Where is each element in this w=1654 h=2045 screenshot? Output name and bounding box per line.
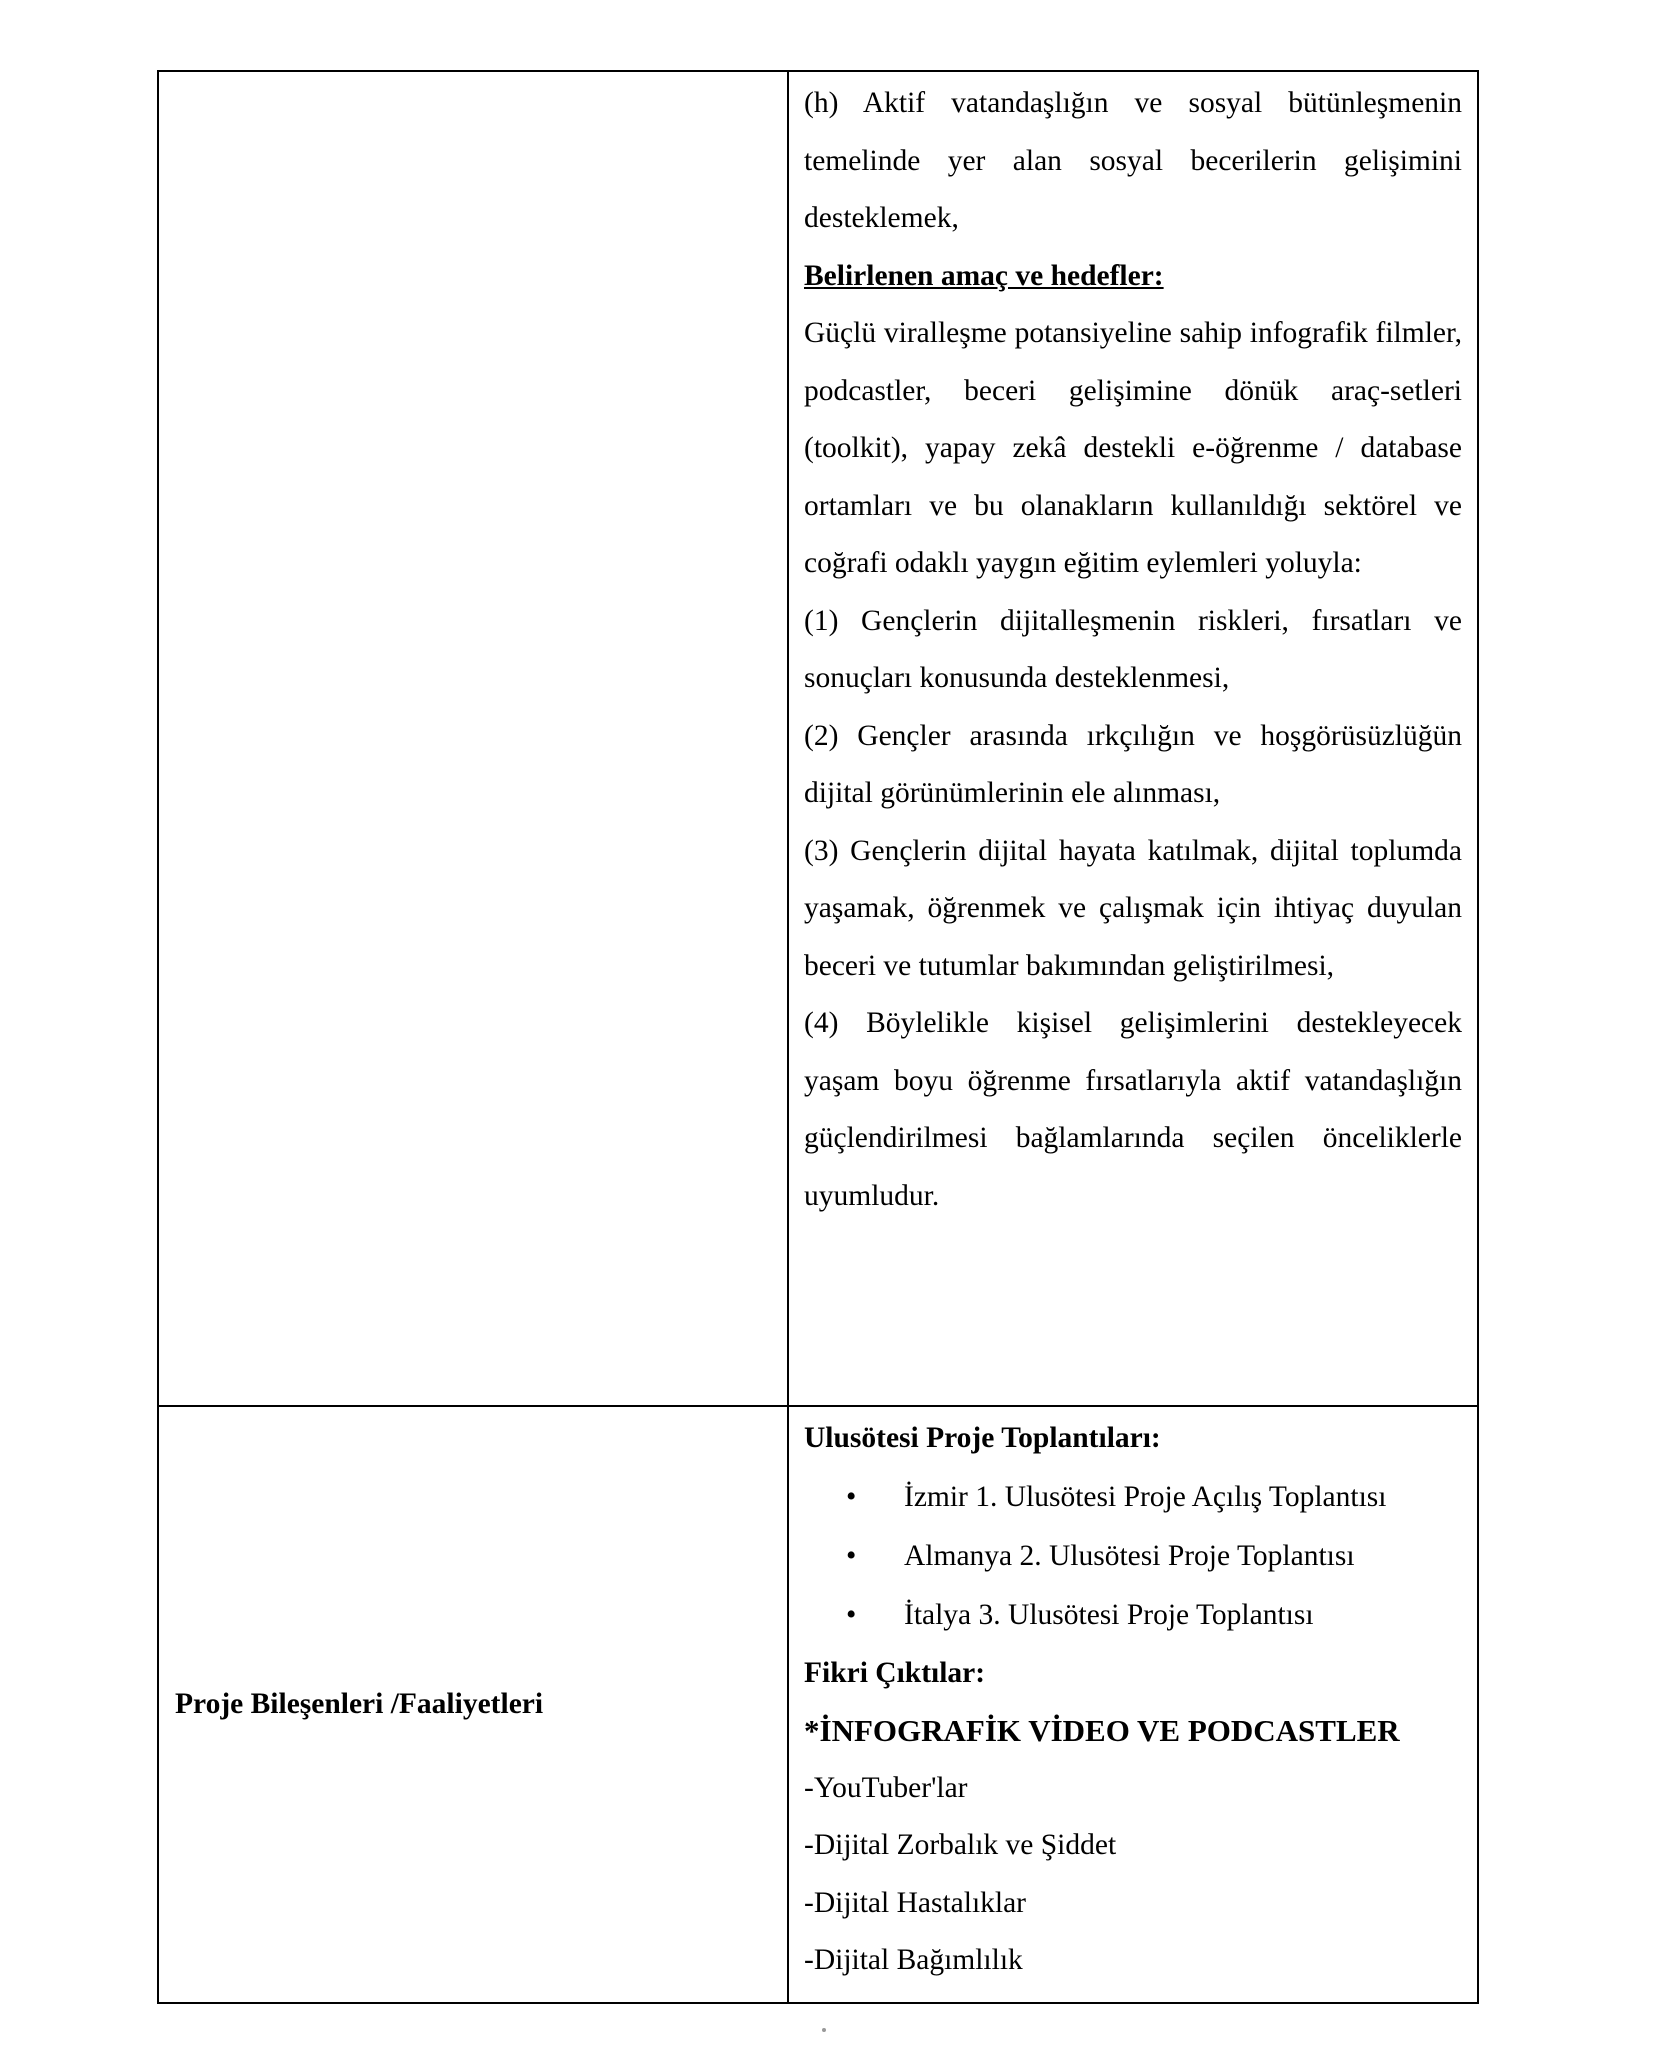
objectives-intro: Güçlü viralleşme potansiyeline sahip infografik filmler, podcastler, beceri gelişimine dönük araç-setleri (toolkit), yapay zekâ destekli e-öğrenme / database ortamları ve bu olanakların kullanıldığı sektörel ve coğrafi odaklı yaygın eğitim eylemleri yoluyla:: [804, 317, 1462, 579]
meetings-heading: Ulusötesi Proje Toplantıları:: [804, 1422, 1161, 1454]
list-item: [804, 1527, 1462, 1586]
output-item: -Dijital Hastalıklar: [804, 1886, 1026, 1919]
table-row: [158, 71, 1478, 1406]
bullet-icon: •: [846, 1480, 857, 1513]
objective-item-4: (4) Böylelikle kişisel gelişimlerini destekleyecek yaşam boyu öğrenme fırsatlarıyla aktif vatandaşlığın güçlendirilmesi bağlamlarında seçilen önceliklerle uyumludur.: [804, 1007, 1462, 1212]
objective-item-2: (2) Gençler arasında ırkçılığın ve hoşgörüsüzlüğün dijital görünümlerinin ele alınması,: [804, 719, 1462, 809]
meeting-item: İtalya 3. Ulusötesi Proje Toplantısı: [904, 1598, 1314, 1631]
bullet-icon: •: [846, 1539, 857, 1572]
output-item: -YouTuber'lar: [804, 1771, 968, 1804]
output-item: -Dijital Zorbalık ve Şiddet: [804, 1829, 1117, 1861]
empty-label-cell: [158, 71, 788, 1406]
objectives-cell: [788, 71, 1478, 1406]
output-item: -Dijital Bağımlılık: [804, 1944, 1023, 1976]
meeting-item: İzmir 1. Ulusötesi Proje Açılış Toplantısı: [904, 1480, 1387, 1513]
outputs-heading: Fikri Çıktılar:: [804, 1656, 986, 1689]
list-item: [804, 1468, 1462, 1527]
meetings-list: [804, 1468, 1462, 1645]
paragraph-h: (h) Aktif vatandaşlığın ve sosyal bütünleşmenin temelinde yer alan sosyal becerilerin gelişimini desteklemek,: [804, 87, 1462, 234]
objectives-heading: Belirlenen amaç ve hedefler:: [804, 259, 1164, 292]
bullet-icon: •: [846, 1598, 857, 1631]
outputs-caps-heading: *İNFOGRAFİK VİDEO VE PODCASTLER: [804, 1713, 1400, 1748]
components-label: Proje Bileşenleri /Faaliyetleri: [158, 1406, 788, 2003]
project-table: [157, 70, 1479, 2004]
table-row: [158, 1406, 1478, 2003]
components-cell: [788, 1406, 1478, 2003]
objective-item-3: (3) Gençlerin dijital hayata katılmak, dijital toplumda yaşamak, öğrenmek ve çalışmak için ihtiyaç duyulan beceri ve tutumlar bakımından geliştirilmesi,: [804, 834, 1462, 982]
list-item: [804, 1586, 1462, 1645]
objective-item-1: (1) Gençlerin dijitalleşmenin riskleri, fırsatları ve sonuçları konusunda desteklenmesi,: [804, 604, 1462, 694]
page-number-mark: [822, 2028, 826, 2032]
meeting-item: Almanya 2. Ulusötesi Proje Toplantısı: [904, 1539, 1355, 1572]
